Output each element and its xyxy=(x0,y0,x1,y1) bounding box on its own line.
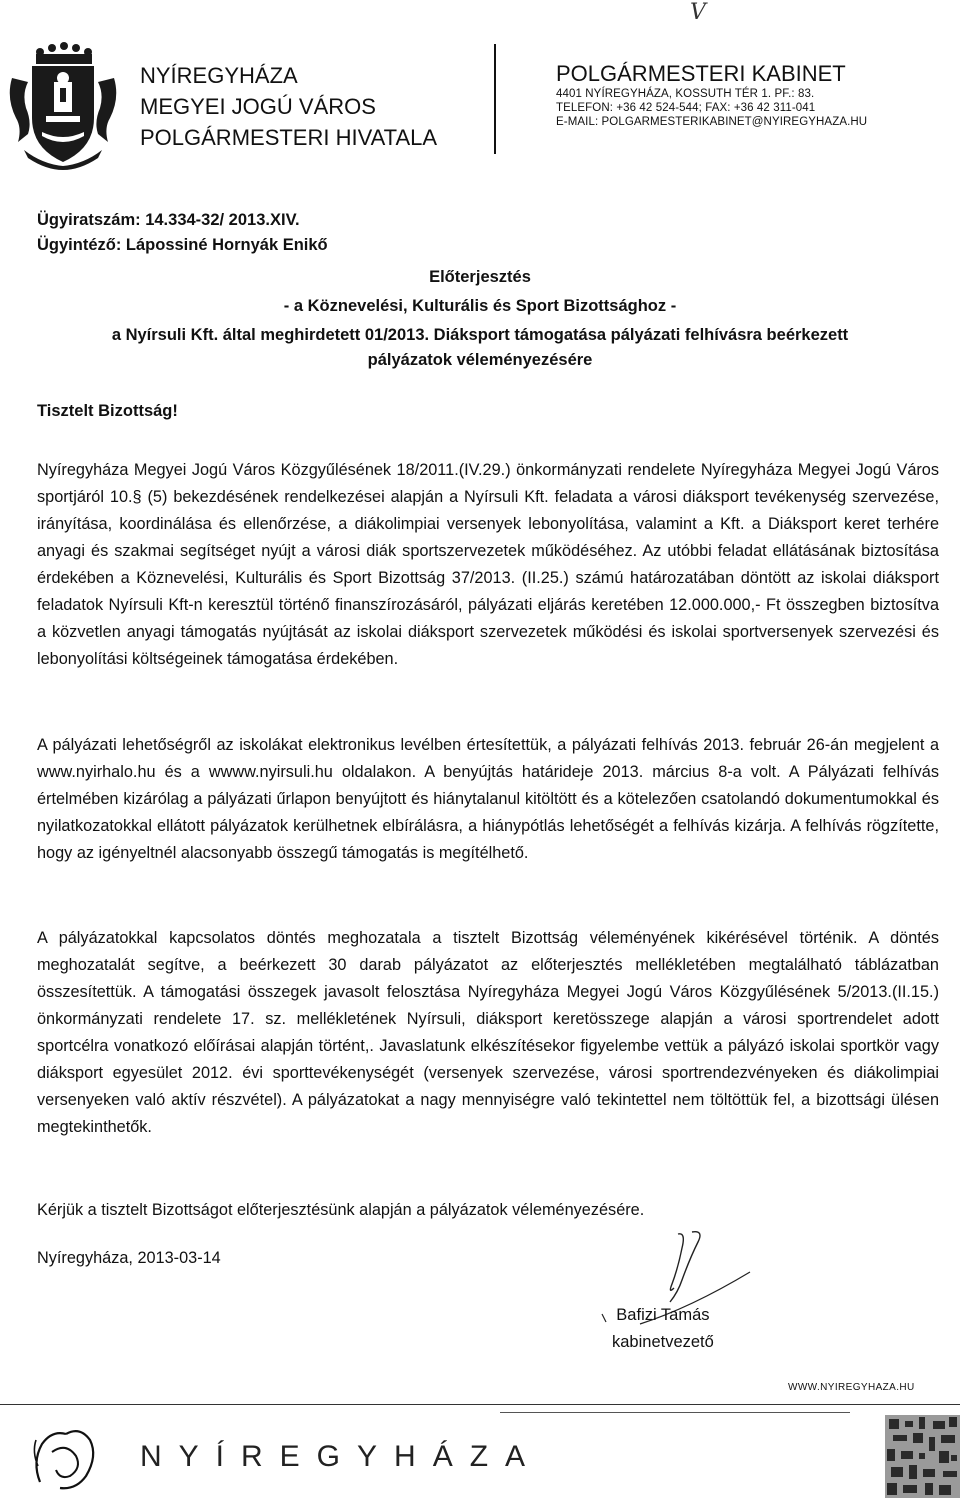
paragraph-text: Kérjük a tisztelt Bizottságot előterjesztésünk alapján a pályázatok véleményezésére. xyxy=(37,1201,645,1219)
case-officer: Ügyintéző: Lápossiné Hornyák Enikő xyxy=(37,236,328,254)
salutation: Tisztelt Bizottság! xyxy=(37,402,178,420)
org-line-office: POLGÁRMESTERI HIVATALA xyxy=(140,125,438,150)
cabinet-contact-block xyxy=(556,61,867,129)
body-paragraph-2 xyxy=(37,732,939,867)
cabinet-email: E-MAIL: POLGARMESTERIKABINET@NYIREGYHAZA.HU xyxy=(556,116,868,128)
cabinet-phone: TELEFON: +36 42 524-544; FAX: +36 42 311-041 xyxy=(556,102,816,114)
org-line-status: MEGYEI JOGÚ VÁROS xyxy=(140,94,376,119)
footer-website: WWW.NYIREGYHAZA.HU xyxy=(788,1382,915,1393)
body-paragraph-3 xyxy=(37,925,939,1141)
handwritten-corner-mark: V xyxy=(690,0,706,25)
reference-block xyxy=(37,208,328,258)
signatory-title: kabinetvezető xyxy=(612,1333,714,1351)
place-and-date: Nyíregyháza, 2013-03-14 xyxy=(37,1249,221,1267)
qr-code-icon xyxy=(885,1415,960,1498)
footer-rule xyxy=(0,1404,960,1405)
file-number: Ügyiratszám: 14.334-32/ 2013.XIV. xyxy=(37,211,300,229)
org-line-city: NYÍREGYHÁZA xyxy=(140,63,298,88)
subject-topic-continued: pályázatok véleményezésére xyxy=(367,351,593,369)
city-crest-icon xyxy=(2,38,124,170)
signatory-name: Bafizi Tamás xyxy=(616,1306,710,1324)
header-divider xyxy=(494,44,496,154)
footer-rule-secondary xyxy=(500,1412,850,1413)
signatory-block xyxy=(612,1302,714,1356)
subject-heading: Előterjesztés xyxy=(429,268,531,286)
paragraph-text: Nyíregyháza Megyei Jogú Város Közgyűlésének 18/2011.(IV.29.) önkormányzati rendelete Nyíregyháza Megyei Jogú Város sportjáról 10.§ (5) bekezdésének rendelkezései alapján a Nyírsuli Kft. feladata a városi diáksport tevékenység szervezése, irányítása, koordinálása és ellenőrzése, a diákolimpiai versenyek lebonyolítása, valamint a Kft. a Diáksport keret terhére anyagi és szakmai segítséget nyújt a városi diák sportszervezetek működéséhez. Az utóbbi feladat ellátásának biztosítása érdekében a Köznevelési, Kulturális és Sport Bizottság 37/2013. (II.25.) számú határozatában döntött az iskolai diáksport feladatok Nyírsuli Kft-n keresztül történő finanszírozásáról, pályázati eljárás keretében 12.000.000,- Ft összegben biztosítva a közvetlen anyagi támogatás nyújtását az iskolai diáksport szervezetek működési és iskolai sportversenyek szervezési és lebonyolítási költségeinek támogatása érdekében. xyxy=(37,461,939,668)
body-paragraph-4 xyxy=(37,1197,939,1224)
footer-city-name: NYÍREGYHÁZA xyxy=(140,1440,543,1473)
issuing-office-name xyxy=(140,60,437,153)
subject-topic: a Nyírsuli Kft. által meghirdetett 01/2013. Diáksport támogatása pályázati felhívásra beérkezett xyxy=(111,326,849,344)
paragraph-text: A pályázati lehetőségről az iskolákat elektronikus levélben értesítettük, a pályázati felhívás 2013. február 26-án megjelent a www.nyirhalo.hu és a wwww.nyirsuli.hu oldalakon. A benyújtás határideje 2013. március 8-a volt. A Pályázati felhívás értelmében kizárólag a pályázati űrlapon benyújtott és hiánytalanul kitöltött és a kötelezően csatolandó dokumentumokkal és nyilatkozatokkal ellátott pályázatok kerülhetnek elbírálásra, a hiánypótlás lehetőségét a felhívás kizárja. A felhívás rögzítette, hogy az igényeltnél alacsonyabb összegű támogatás is megítélhető. xyxy=(37,736,939,862)
city-logo-icon xyxy=(30,1422,100,1494)
paragraph-text: A pályázatokkal kapcsolatos döntés meghozatala a tisztelt Bizottság véleményének kikérésével történik. A döntés meghozatalát segítve, a beérkezett 30 darab pályázatot az előterjesztés mellékletében megtalálható táblázatban összesítettük. A támogatási összegek javasolt felosztása Nyíregyháza Megyei Jogú Város Közgyűlésének 5/2013.(II.15.) önkormányzati rendelete 17. sz. mellékletének Nyírsuli, diáksport keretösszege alapján a városi sportrendelet adott sportcélra vonatkozó előírásai alapján történt,. Javaslatunk elkészítésekor figyelembe vettük a pályázó iskolai sportkör vagy diáksport egyesület 2012. évi sporttevékenységét (versenyek szervezése, városi sportrendezvényeken és diákolimpiai versenyeken való aktív részvétel). A pályázatokat a nagy mennyiségre való tekintettel nem töltöttük fel, a bizottsági ülésen megtekinthetők. xyxy=(37,929,939,1136)
subject-addressee: - a Köznevelési, Kulturális és Sport Bizottsághoz - xyxy=(283,297,677,315)
body-paragraph-1 xyxy=(37,457,939,673)
cabinet-title: POLGÁRMESTERI KABINET xyxy=(556,61,846,86)
cabinet-address: 4401 NYÍREGYHÁZA, KOSSUTH TÉR 1. PF.: 83. xyxy=(556,88,815,100)
